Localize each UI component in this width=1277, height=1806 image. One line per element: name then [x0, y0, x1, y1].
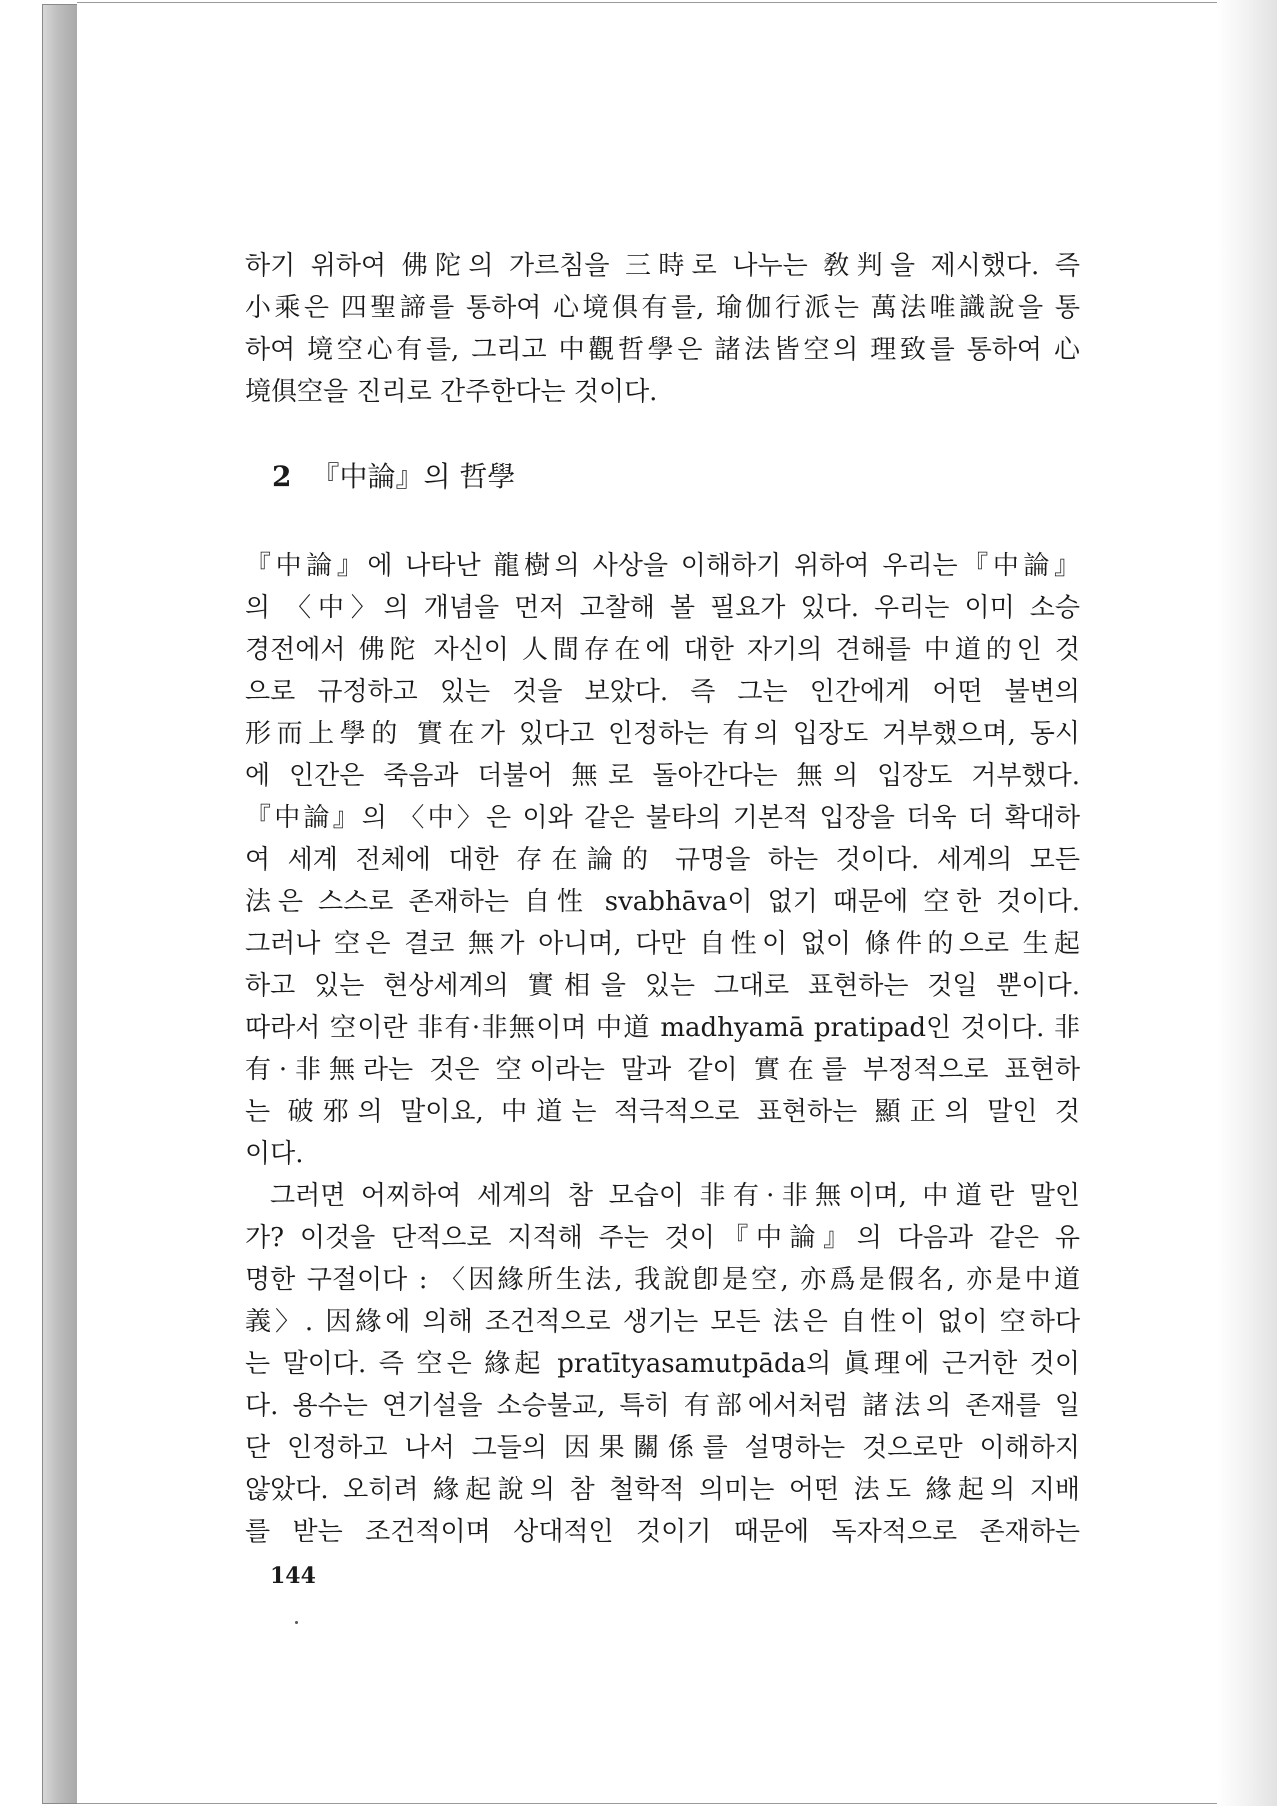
- text-line: 境俱空을 진리로 간주한다는 것이다.: [245, 377, 658, 407]
- text-line: 形而上學的 實在가 있다고 인정하는 有의 입장도 거부했으며, 동시: [245, 719, 1080, 749]
- text-line: 는 말이다. 즉 空은 緣起 pratītyasamutpāda의 眞理에 근거한 것이: [245, 1349, 1080, 1379]
- section-number: 2: [272, 460, 292, 493]
- section-title: 『中論』의 哲學: [311, 460, 516, 493]
- text-line: 有·非無라는 것은 空이라는 말과 같이 實在를 부정적으로 표현하: [245, 1055, 1080, 1085]
- text-line: 명한 구절이다 : 〈因緣所生法, 我說卽是空, 亦爲是假名, 亦是中道: [245, 1265, 1080, 1295]
- intro-paragraph: [245, 245, 1080, 413]
- text-line: 그러면 어찌하여 세계의 참 모습이 非有·非無이며, 中道란 말인: [270, 1181, 1080, 1211]
- text-line: 法은 스스로 존재하는 自性 svabhāva이 없기 때문에 空한 것이다.: [245, 887, 1080, 917]
- text-line: 따라서 空이란 非有·非無이며 中道 madhyamā pratipad인 것이다. 非: [245, 1013, 1080, 1043]
- text-line: 의 〈中〉의 개념을 먼저 고찰해 볼 필요가 있다. 우리는 이미 소승: [245, 593, 1080, 623]
- text-line: 義〉. 因緣에 의해 조건적으로 생기는 모든 法은 自性이 없이 空하다: [245, 1307, 1080, 1337]
- page-edge-shadow: [1217, 0, 1277, 1806]
- text-line: 여 세계 전체에 대한 存在論的 규명을 하는 것이다. 세계의 모든: [245, 845, 1080, 875]
- text-line: 하여 境空心有를, 그리고 中觀哲學은 諸法皆空의 理致를 통하여 心: [245, 335, 1080, 365]
- body-text: [245, 545, 1080, 1553]
- text-line: 하기 위하여 佛陀의 가르침을 三時로 나누는 敎判을 제시했다. 즉: [245, 251, 1080, 281]
- text-line: 『中論』의 〈中〉은 이와 같은 불타의 기본적 입장을 더욱 더 확대하: [245, 803, 1080, 833]
- text-line: 는 破邪의 말이요, 中道는 적극적으로 표현하는 顯正의 말인 것: [245, 1097, 1080, 1127]
- text-line: 단 인정하고 나서 그들의 因果關係를 설명하는 것으로만 이해하지: [245, 1433, 1080, 1463]
- text-line: 이다.: [245, 1139, 304, 1169]
- text-line: 『中論』에 나타난 龍樹의 사상을 이해하기 위하여 우리는『中論』: [245, 551, 1080, 581]
- section-heading: [272, 455, 515, 495]
- text-line: 가? 이것을 단적으로 지적해 주는 것이『中論』의 다음과 같은 유: [245, 1223, 1080, 1253]
- text-line: 를 받는 조건적이며 상대적인 것이기 때문에 독자적으로 존재하는: [245, 1517, 1080, 1547]
- book-spine: [42, 4, 78, 1804]
- text-line: 에 인간은 죽음과 더불어 無로 돌아간다는 無의 입장도 거부했다.: [245, 761, 1080, 791]
- page-number: 144: [270, 1563, 316, 1589]
- text-line: 다. 용수는 연기설을 소승불교, 특히 有部에서처럼 諸法의 존재를 일: [245, 1391, 1080, 1421]
- print-speck: [295, 1621, 298, 1624]
- text-line: 小乘은 四聖諦를 통하여 心境俱有를, 瑜伽行派는 萬法唯識說을 통: [245, 293, 1080, 323]
- text-line: 않았다. 오히려 緣起說의 참 철학적 의미는 어떤 法도 緣起의 지배: [245, 1475, 1080, 1505]
- text-line: 하고 있는 현상세계의 實相을 있는 그대로 표현하는 것일 뿐이다.: [245, 971, 1080, 1001]
- text-line: 으로 규정하고 있는 것을 보았다. 즉 그는 인간에게 어떤 불변의: [245, 677, 1080, 707]
- text-line: 그러나 空은 결코 無가 아니며, 다만 自性이 없이 條件的으로 生起: [245, 929, 1080, 959]
- text-line: 경전에서 佛陀 자신이 人間存在에 대한 자기의 견해를 中道的인 것: [245, 635, 1080, 665]
